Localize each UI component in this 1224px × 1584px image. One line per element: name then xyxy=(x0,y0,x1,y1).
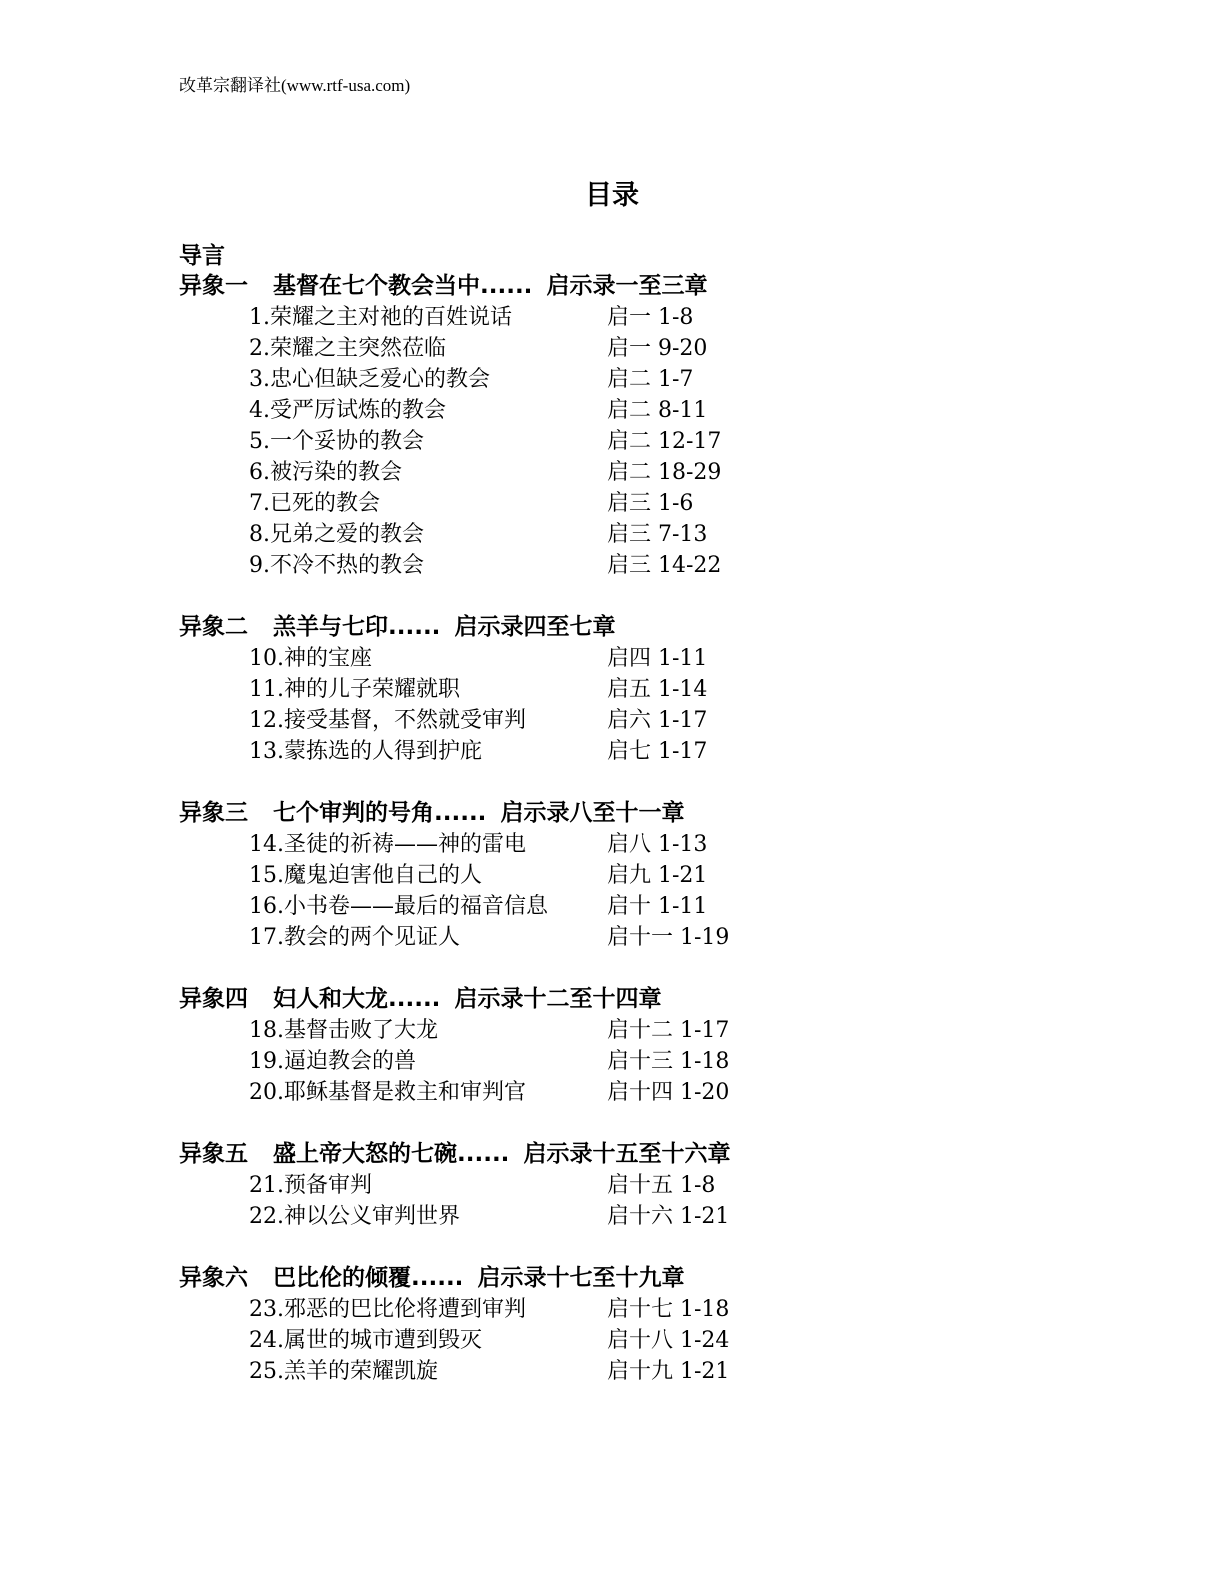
toc-entry[interactable] xyxy=(179,1077,899,1108)
toc-entry[interactable] xyxy=(179,829,899,860)
toc-entry[interactable] xyxy=(179,674,899,705)
toc-entry-title: 10.神的宝座 xyxy=(249,646,372,671)
vision-chapter-ref: 启示录八至十一章 xyxy=(500,800,685,826)
vision-chapter-ref: 启示录一至三章 xyxy=(546,273,708,299)
toc-entry-verse-ref: 启六 1-17 xyxy=(607,708,708,733)
toc-entry[interactable] xyxy=(179,1046,899,1077)
vision-title: 七个审判的号角...... xyxy=(273,800,487,826)
toc-entry-verse-ref: 启三 1-6 xyxy=(607,491,694,516)
toc-entry[interactable] xyxy=(179,519,899,550)
vision-section xyxy=(179,1263,899,1387)
toc-entry-title: 24.属世的城市遭到毁灭 xyxy=(249,1328,482,1353)
toc-entry[interactable] xyxy=(179,550,899,581)
toc-entry-verse-ref: 启十二 1-17 xyxy=(607,1018,730,1043)
toc-entry-verse-ref: 启五 1-14 xyxy=(607,677,708,702)
toc-entry-verse-ref: 启十六 1-21 xyxy=(607,1204,730,1229)
toc-entry-title: 23.邪恶的巴比伦将遭到审判 xyxy=(249,1297,526,1322)
toc-entry-verse-ref: 启二 1-7 xyxy=(607,367,694,392)
vision-label: 异象三 xyxy=(179,800,248,826)
vision-section xyxy=(179,271,899,581)
toc-entry-title: 18.基督击败了大龙 xyxy=(249,1018,438,1043)
toc-entry-verse-ref: 启十三 1-18 xyxy=(607,1049,730,1074)
vision-chapter-ref: 启示录十二至十四章 xyxy=(454,986,662,1012)
toc-entry-title: 20.耶稣基督是救主和审判官 xyxy=(249,1080,526,1105)
vision-section xyxy=(179,984,899,1108)
vision-heading[interactable] xyxy=(179,798,899,829)
toc-entry-verse-ref: 启十五 1-8 xyxy=(607,1173,716,1198)
vision-title: 盛上帝大怒的七碗...... xyxy=(273,1141,510,1167)
toc-entry-title: 15.魔鬼迫害他自己的人 xyxy=(249,863,482,888)
vision-section xyxy=(179,1139,899,1232)
toc-entry-title: 1.荣耀之主对祂的百姓说话 xyxy=(249,305,512,330)
toc-entry-title: 17.教会的两个见证人 xyxy=(249,925,460,950)
vision-list xyxy=(179,271,899,1387)
toc-entry[interactable] xyxy=(179,736,899,767)
toc-entry-verse-ref: 启十七 1-18 xyxy=(607,1297,730,1322)
table-of-contents xyxy=(179,241,899,1418)
toc-entry-verse-ref: 启七 1-17 xyxy=(607,739,708,764)
toc-entry-title: 2.荣耀之主突然莅临 xyxy=(249,336,446,361)
vision-label: 异象一 xyxy=(179,273,248,299)
toc-entry[interactable] xyxy=(179,302,899,333)
toc-entry-verse-ref: 启十八 1-24 xyxy=(607,1328,730,1353)
toc-intro-link[interactable]: 导言 xyxy=(179,243,225,269)
vision-heading[interactable] xyxy=(179,1263,899,1294)
toc-entry-title: 3.忠心但缺乏爱心的教会 xyxy=(249,367,490,392)
vision-heading[interactable] xyxy=(179,1139,899,1170)
vision-title: 羔羊与七印...... xyxy=(273,614,441,640)
toc-entry-title: 16.小书卷——最后的福音信息 xyxy=(249,894,548,919)
toc-entry[interactable] xyxy=(179,364,899,395)
toc-entry-title: 9.不冷不热的教会 xyxy=(249,553,424,578)
vision-label: 异象六 xyxy=(179,1265,248,1291)
toc-entry[interactable] xyxy=(179,643,899,674)
vision-section xyxy=(179,798,899,953)
toc-entry[interactable] xyxy=(179,705,899,736)
toc-entry[interactable] xyxy=(179,488,899,519)
vision-heading[interactable] xyxy=(179,271,899,302)
vision-heading[interactable] xyxy=(179,612,899,643)
toc-entry[interactable] xyxy=(179,1201,899,1232)
toc-entry-verse-ref: 启四 1-11 xyxy=(607,646,708,671)
toc-entry[interactable] xyxy=(179,426,899,457)
toc-entry[interactable] xyxy=(179,333,899,364)
vision-label: 异象五 xyxy=(179,1141,248,1167)
toc-entry-verse-ref: 启十四 1-20 xyxy=(607,1080,730,1105)
vision-title: 巴比伦的倾覆...... xyxy=(273,1265,464,1291)
toc-entry[interactable] xyxy=(179,457,899,488)
toc-entry-title: 12.接受基督，不然就受审判 xyxy=(249,708,526,733)
toc-entry-title: 4.受严厉试炼的教会 xyxy=(249,398,446,423)
toc-entry[interactable] xyxy=(179,922,899,953)
toc-entry-verse-ref: 启八 1-13 xyxy=(607,832,708,857)
vision-chapter-ref: 启示录十七至十九章 xyxy=(477,1265,685,1291)
toc-entry-title: 21.预备审判 xyxy=(249,1173,372,1198)
toc-entry-verse-ref: 启九 1-21 xyxy=(607,863,708,888)
toc-entry[interactable] xyxy=(179,1170,899,1201)
toc-entry-verse-ref: 启三 7-13 xyxy=(607,522,708,547)
toc-entry-title: 6.被污染的教会 xyxy=(249,460,402,485)
toc-entry[interactable] xyxy=(179,395,899,426)
toc-entry-title: 19.逼迫教会的兽 xyxy=(249,1049,416,1074)
toc-entry-title: 13.蒙拣选的人得到护庇 xyxy=(249,739,482,764)
vision-section xyxy=(179,612,899,767)
toc-entry-title: 7.已死的教会 xyxy=(249,491,380,516)
toc-entry[interactable] xyxy=(179,1325,899,1356)
toc-entry-verse-ref: 启十九 1-21 xyxy=(607,1359,730,1384)
toc-entry[interactable] xyxy=(179,891,899,922)
toc-entry-verse-ref: 启一 1-8 xyxy=(607,305,694,330)
page-header: 改革宗翻译社(www.rtf-usa.com) xyxy=(179,76,411,95)
toc-entry-title: 5.一个妥协的教会 xyxy=(249,429,424,454)
toc-entry-verse-ref: 启十一 1-19 xyxy=(607,925,730,950)
vision-chapter-ref: 启示录四至七章 xyxy=(454,614,616,640)
vision-title: 基督在七个教会当中...... xyxy=(273,273,533,299)
toc-entry-verse-ref: 启十 1-11 xyxy=(607,894,708,919)
toc-entry[interactable] xyxy=(179,1015,899,1046)
toc-entry-verse-ref: 启二 18-29 xyxy=(607,460,722,485)
toc-entry-title: 14.圣徒的祈祷——神的雷电 xyxy=(249,832,526,857)
toc-entry[interactable] xyxy=(179,860,899,891)
toc-entry-verse-ref: 启二 12-17 xyxy=(607,429,722,454)
vision-title: 妇人和大龙...... xyxy=(273,986,441,1012)
toc-entry-title: 25.羔羊的荣耀凯旋 xyxy=(249,1359,438,1384)
toc-entry-title: 11.神的儿子荣耀就职 xyxy=(249,677,460,702)
toc-entry[interactable] xyxy=(179,1294,899,1325)
vision-label: 异象四 xyxy=(179,986,248,1012)
toc-entry[interactable] xyxy=(179,1356,899,1387)
vision-label: 异象二 xyxy=(179,614,248,640)
toc-entry-verse-ref: 启一 9-20 xyxy=(607,336,708,361)
toc-entry-verse-ref: 启二 8-11 xyxy=(607,398,708,423)
toc-entry-title: 22.神以公义审判世界 xyxy=(249,1204,460,1229)
toc-entry-verse-ref: 启三 14-22 xyxy=(607,553,722,578)
page-title: 目录 xyxy=(585,180,639,211)
vision-heading[interactable] xyxy=(179,984,899,1015)
toc-entry-title: 8.兄弟之爱的教会 xyxy=(249,522,424,547)
vision-chapter-ref: 启示录十五至十六章 xyxy=(523,1141,731,1167)
